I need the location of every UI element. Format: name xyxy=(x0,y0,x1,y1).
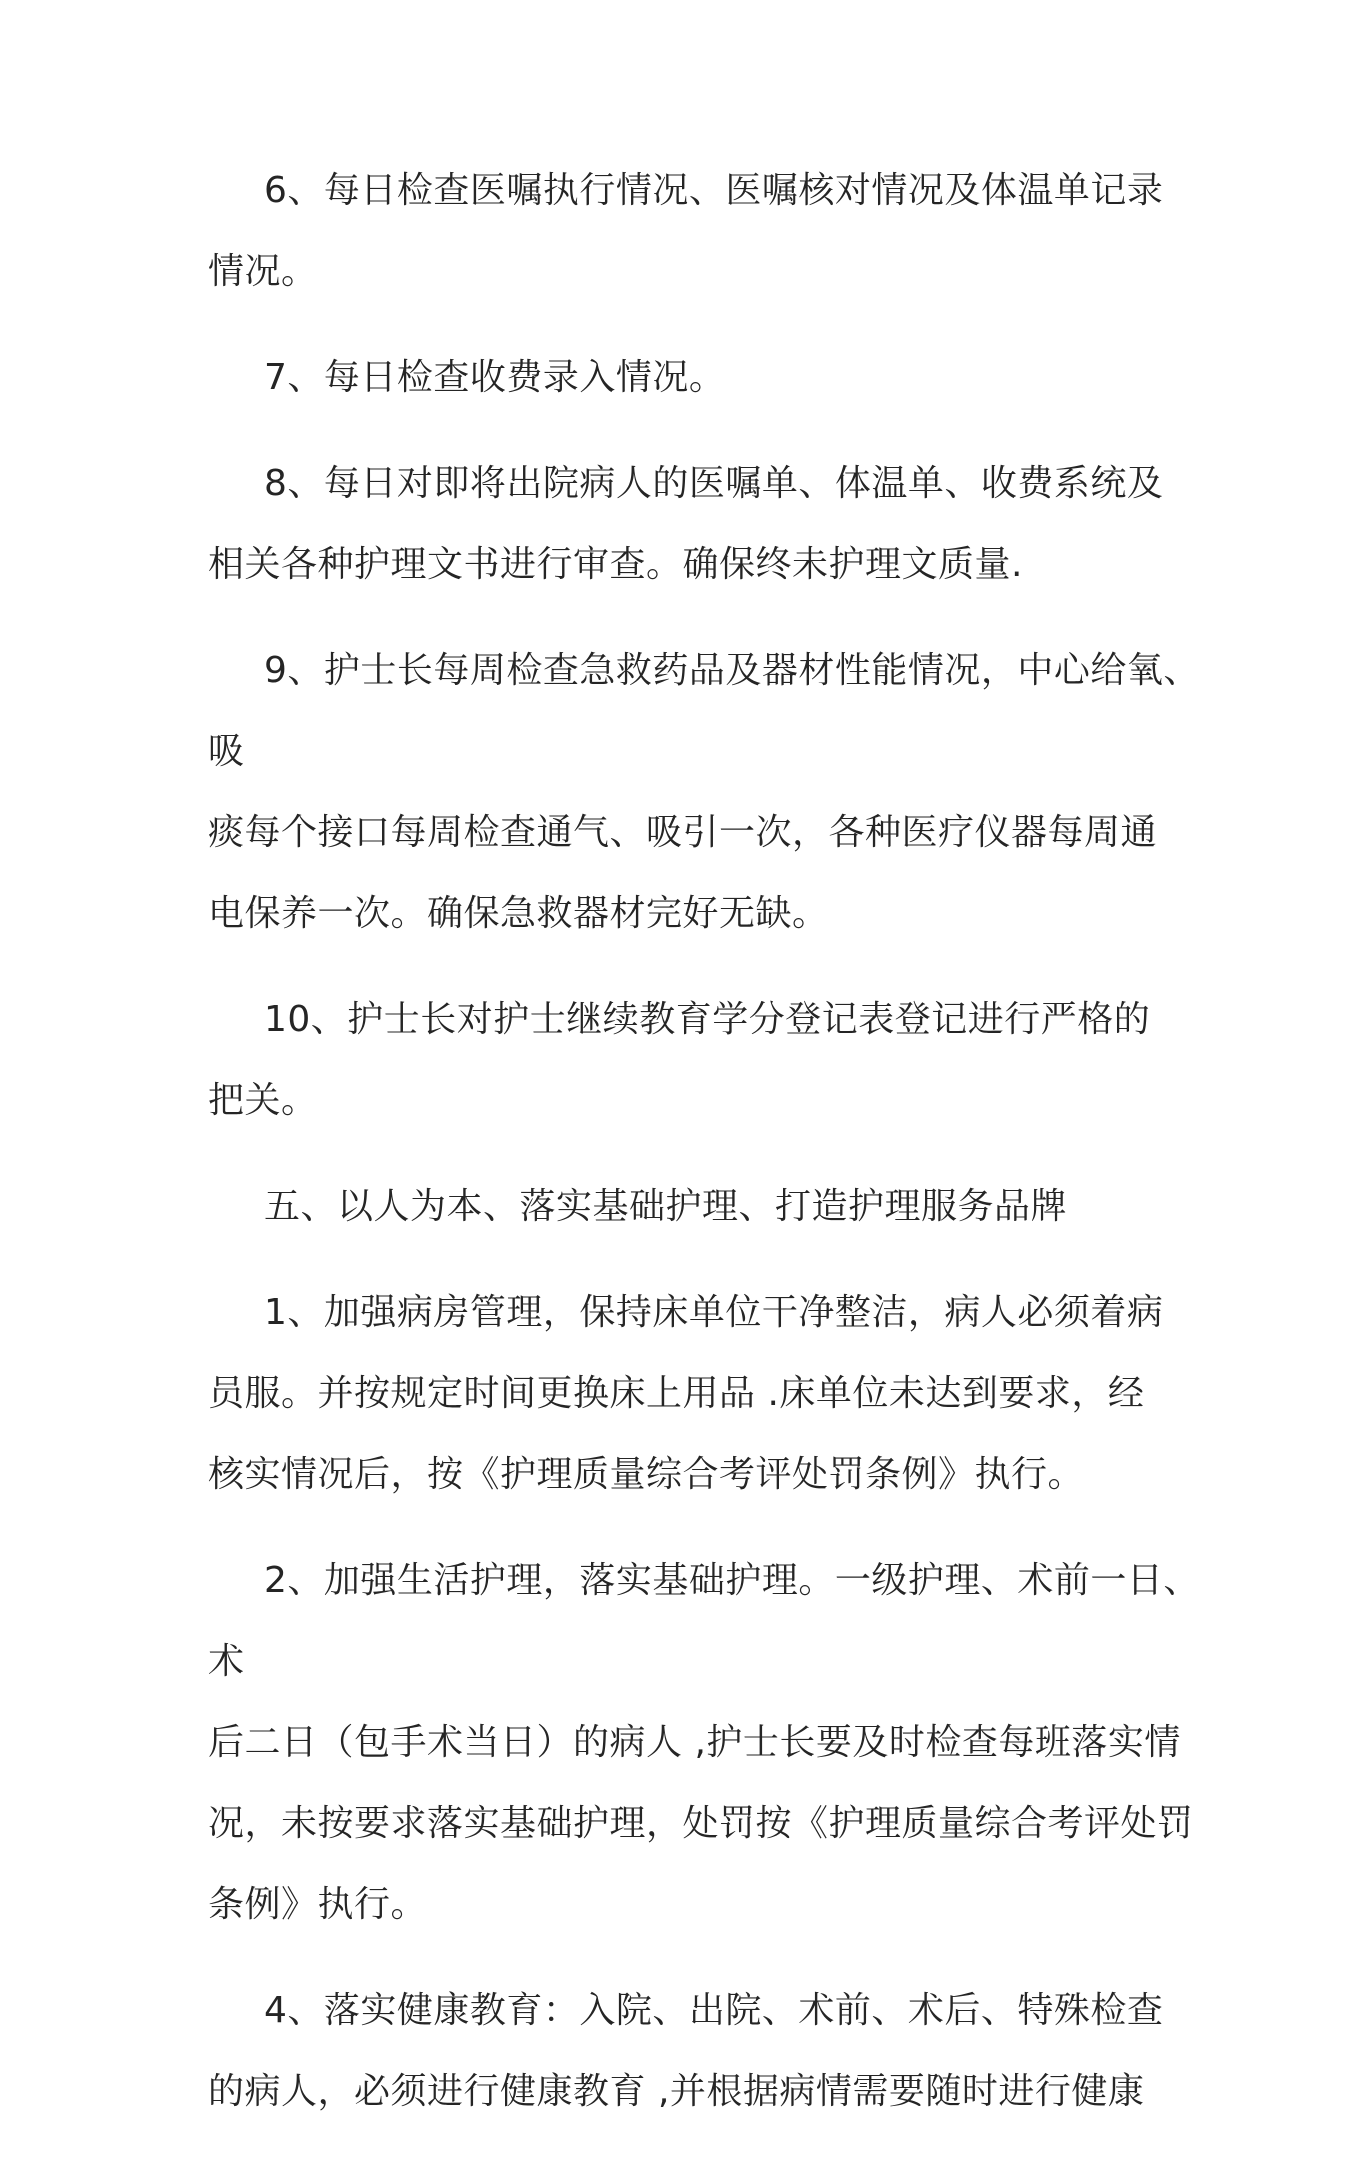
paragraph-item-2: 2、加强生活护理，落实基础护理。一级护理、术前一日、 术 后二日（包手术当日）的病人 ,护士长要及时检查每班落实情 况，未按要求落实基础护理，处罚按《护理质量综合考评处罚 条例》执行。 xyxy=(208,1560,1200,1925)
paragraph-item-6: 6、每日检查医嘱执行情况、医嘱核对情况及体温单记录 情况。 xyxy=(208,170,1164,292)
paragraph-item-8: 8、每日对即将出院病人的医嘱单、体温单、收费系统及 相关各种护理文书进行审查。确保终未护理文质量. xyxy=(208,463,1164,585)
paragraph-item-1: 1、加强病房管理，保持床单位干净整洁，病人必须着病 员服。并按规定时间更换床上用品 .床单位未达到要求，经 核实情况后，按《护理质量综合考评处罚条例》执行。 xyxy=(208,1292,1164,1495)
paragraph-item-9: 9、护士长每周检查急救药品及器材性能情况，中心给氧、 吸 痰每个接口每周检查通气、吸引一次，各种医疗仪器每周通 电保养一次。确保急救器材完好无缺。 xyxy=(208,650,1200,934)
paragraph-item-4: 4、落实健康教育：入院、出院、术前、术后、特殊检查 的病人，必须进行健康教育 ,并根据病情需要随时进行健康 xyxy=(208,1990,1164,2112)
paragraph-item-10: 10、护士长对护士继续教育学分登记表登记进行严格的 把关。 xyxy=(208,999,1151,1121)
paragraph-item-7: 7、每日检查收费录入情况。 xyxy=(264,357,726,398)
document-body xyxy=(208,150,1208,2157)
section-heading-5: 五、以人为本、落实基础护理、打造护理服务品牌 xyxy=(264,1186,1068,1227)
